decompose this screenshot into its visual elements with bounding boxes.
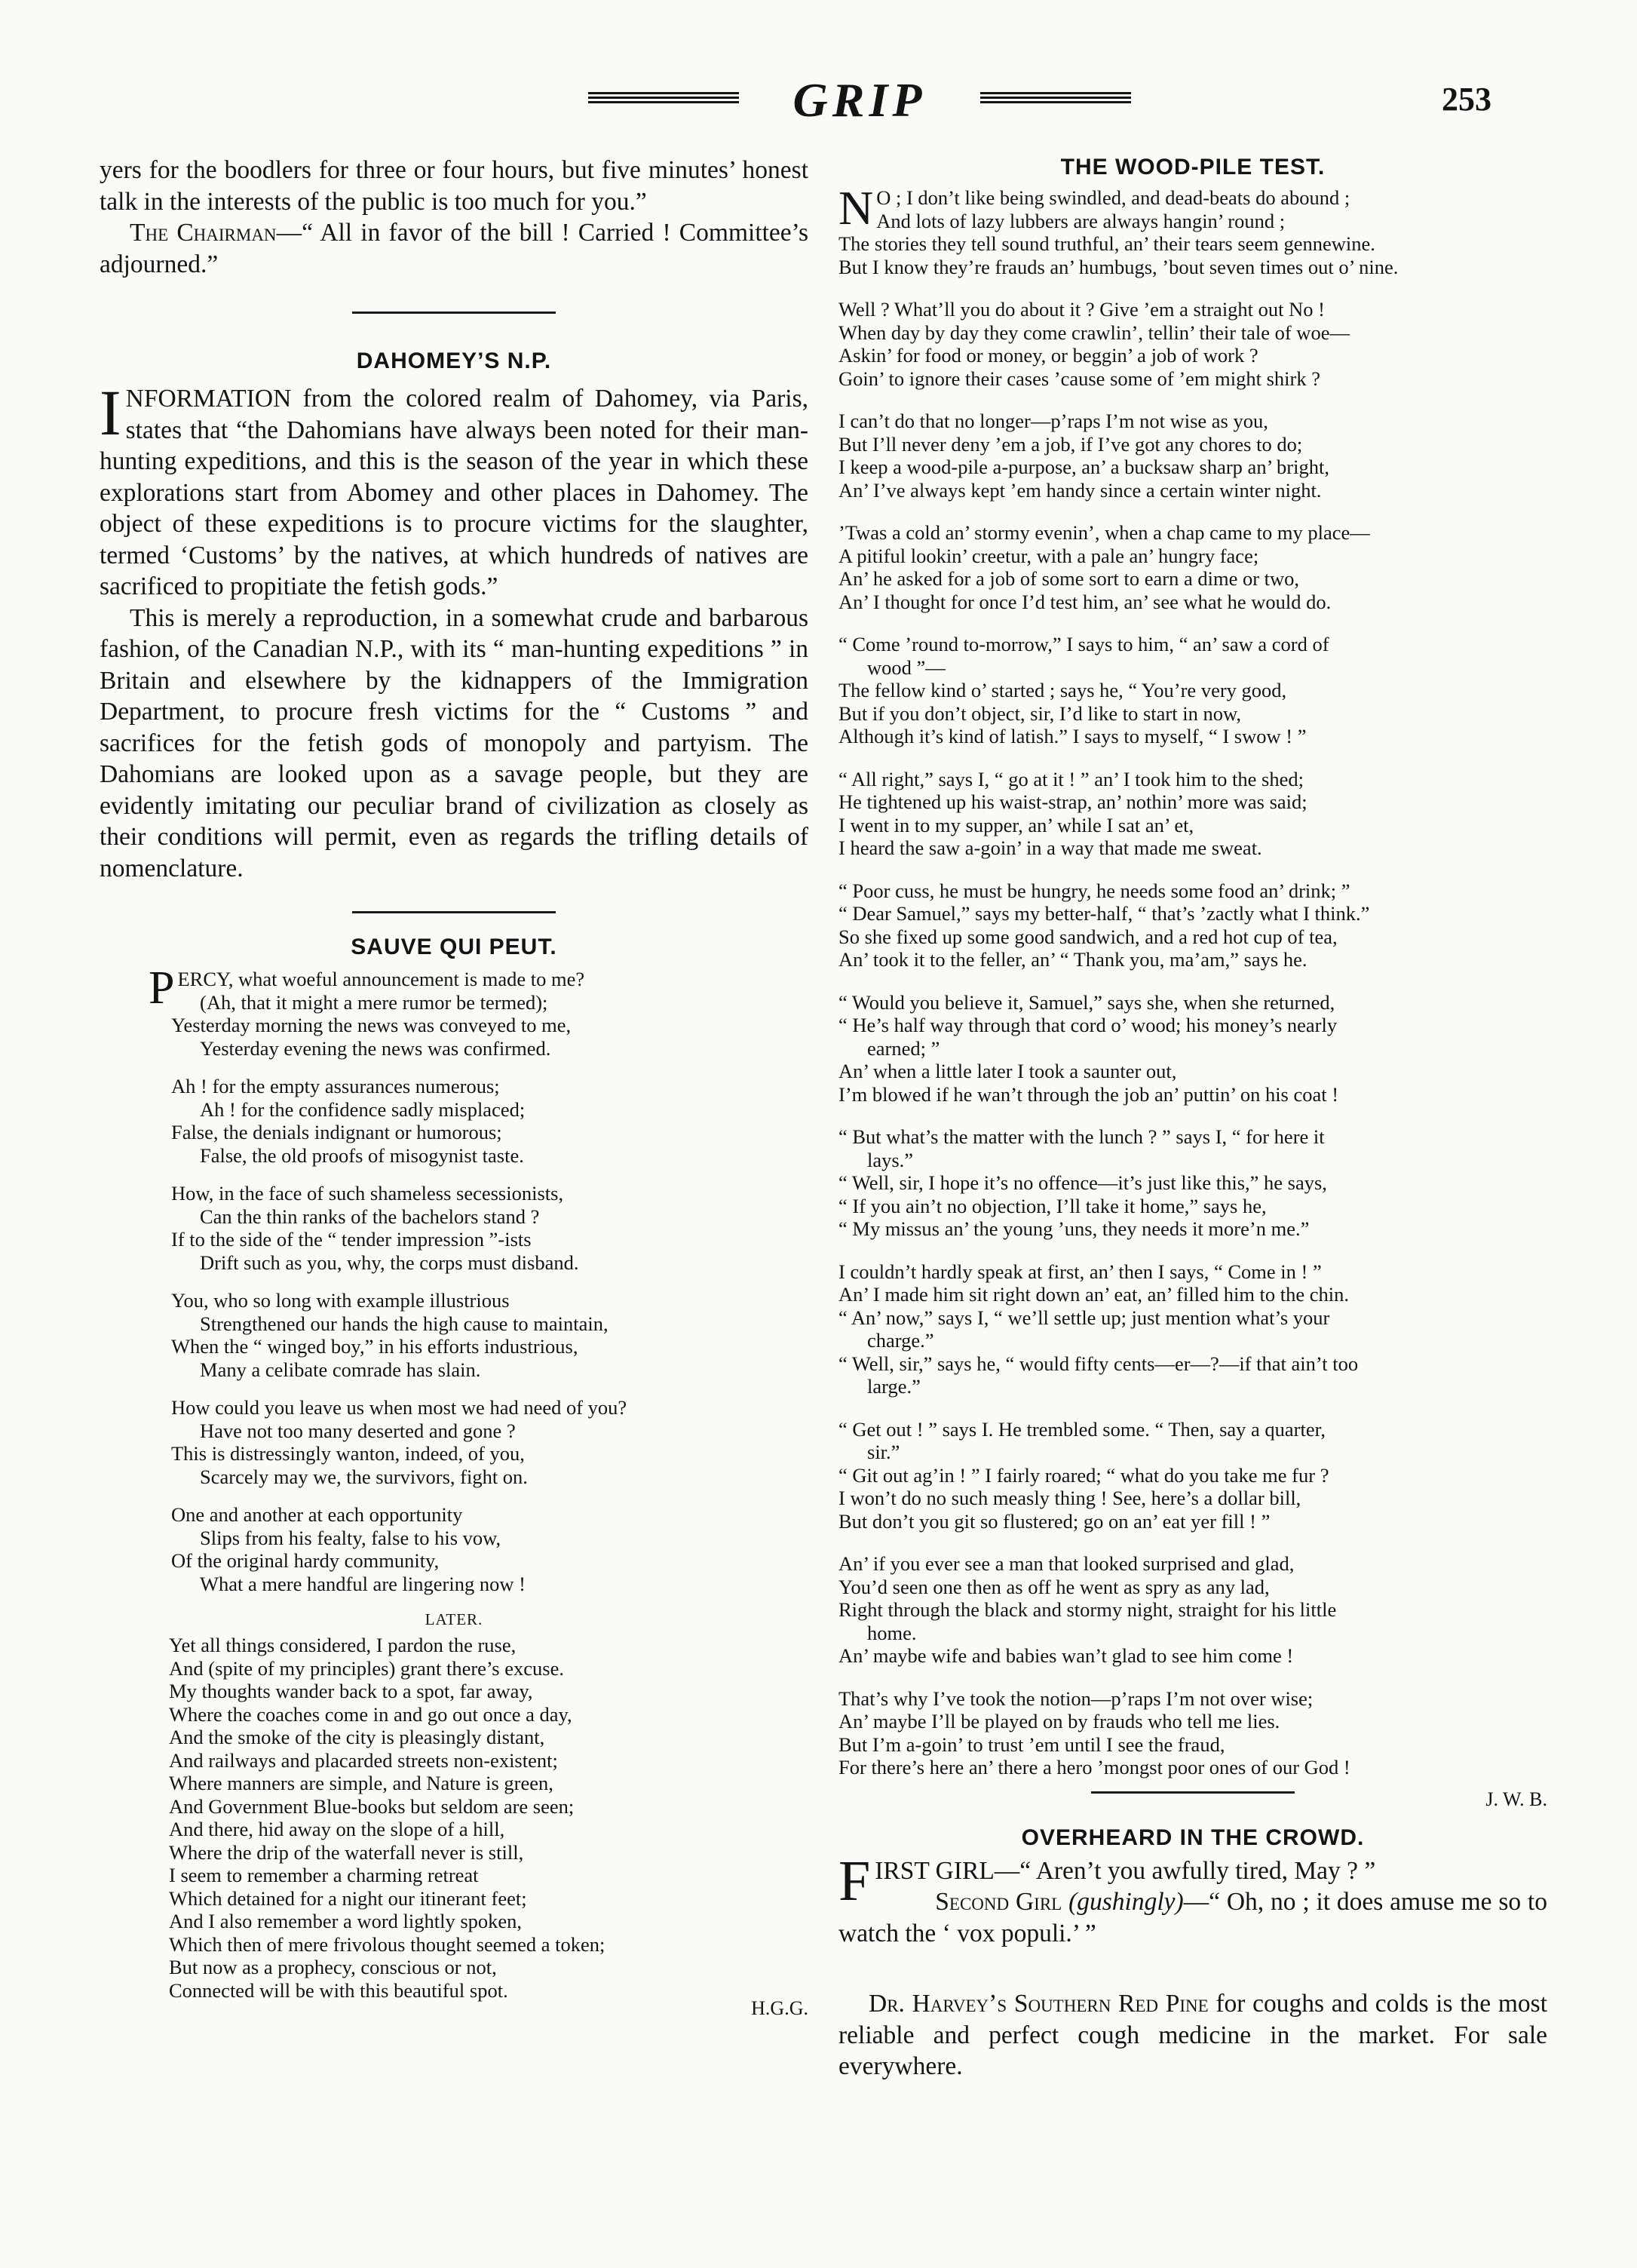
poem-stanza bbox=[838, 633, 1547, 748]
poem-line: Which detained for a night our itinerant feet; bbox=[169, 1886, 527, 1910]
poem-line: I can’t do that no longer—p’raps I’m not wise as you, bbox=[838, 410, 1268, 432]
poem-line: home. bbox=[867, 1621, 917, 1644]
poem-line: Although it’s kind of latish.” I says to myself, “ I swow ! ” bbox=[838, 725, 1307, 747]
poem-line: sir.” bbox=[867, 1441, 900, 1463]
poem-line: If to the side of the “ tender impression ”-ists bbox=[171, 1228, 532, 1251]
poem-line: I keep a wood-pile a-purpose, an’ a bucksaw sharp an’ bright, bbox=[838, 456, 1329, 478]
poem-line: Where the coaches come in and go out once a day, bbox=[169, 1702, 572, 1726]
advertisement-text: Dr. Harvey’s Southern Red Pine for coughs and colds is the most reliable and perfect cough medicine in the market. For sale everywhere. bbox=[838, 1990, 1547, 2080]
dahomey-paragraph-2: This is merely a reproduction, in a somewhat crude and barbarous fashion, of the Canadian N.P., with its “ man-hunting expeditions ” in Britain and elsewhere by the kidnappers of the Immigration Department, to procure fresh victims for the “ Customs ” and sacrifices for the fetish gods of monopoly and partyism. The Dahomians are looked upon as a savage people, but they are evidently imitating our peculiar brand of civilization as closely as their conditions will permit, even as regards the trifling details of nomenclature. bbox=[100, 603, 808, 882]
ad-product-name: Dr. Harvey’s Southern Red Pine bbox=[869, 1990, 1209, 2018]
poem-line: (Ah, that it might a mere rumor be termed); bbox=[200, 990, 548, 1014]
poem-line: Which then of mere frivolous thought seemed a token; bbox=[169, 1932, 605, 1956]
poem-stanza bbox=[838, 1552, 1547, 1668]
poem-line: Where the drip of the waterfall never is still, bbox=[169, 1840, 524, 1864]
poem-line: Of the original hardy community, bbox=[171, 1549, 440, 1572]
poem-line: That’s why I’ve took the notion—p’raps I’m not over wise; bbox=[838, 1686, 1314, 1710]
poem-line: And railways and placarded streets non-existent; bbox=[169, 1748, 558, 1772]
article-overheard bbox=[838, 1849, 1548, 1950]
poem-line: I won’t do no such measly thing ! See, here’s a dollar bill, bbox=[838, 1487, 1301, 1509]
article-heading-sauve: SAUVE QUI PEUT. bbox=[351, 935, 557, 959]
poem-line: “ My missus an’ the young ’uns, they needs it more’n me.” bbox=[838, 1217, 1310, 1240]
poem-line: “ But what’s the matter with the lunch ? ” says I, “ for here it bbox=[838, 1125, 1325, 1148]
poem-remaining-stanzas bbox=[838, 298, 1547, 1779]
poem-line: When day by day they come crawlin’, tellin’ their tale of woe— bbox=[838, 321, 1350, 344]
poem-stanza bbox=[171, 1075, 808, 1167]
right-column bbox=[838, 155, 1547, 2082]
dropcap-letter: P bbox=[149, 962, 175, 1014]
poem-line: He tightened up his waist-strap, an’ nothin’ more was said; bbox=[838, 790, 1307, 813]
poem-stanza bbox=[838, 879, 1547, 971]
poem-line: I’m blowed if he wan’t through the job an’ puttin’ on his coat ! bbox=[838, 1082, 1339, 1106]
poem-sauve-qui-peut bbox=[100, 962, 808, 1595]
poem-line: The stories they tell sound truthful, an’ their tears seem gennewine. bbox=[838, 232, 1375, 255]
poem-line: But I’m a-goin’ to trust ’em until I see the fraud, bbox=[838, 1732, 1225, 1756]
poem-line: When the “ winged boy,” in his efforts industrious, bbox=[171, 1335, 578, 1358]
poem-signature: H.G.G. bbox=[751, 1997, 808, 2019]
advertisement bbox=[838, 1988, 1547, 2082]
poem-line: Strengthened our hands the high cause to maintain, bbox=[200, 1312, 609, 1335]
article-heading-woodpile: THE WOOD-PILE TEST. bbox=[1060, 155, 1326, 180]
carryover-article bbox=[100, 155, 808, 280]
dropcap-letter: I bbox=[100, 376, 121, 449]
poem-line: “ Well, sir, I hope it’s no offence—it’s just like this,” he says, bbox=[838, 1171, 1327, 1194]
poem-line: ’Twas a cold an’ stormy evenin’, when a chap came to my place— bbox=[838, 521, 1370, 544]
chairman-remark: The Chairman—“ All in favor of the bill ! Carried ! Committee’s adjourned.” bbox=[100, 219, 809, 278]
poem-line: How, in the face of such shameless secessionists, bbox=[171, 1182, 564, 1205]
poem-stanza bbox=[838, 991, 1547, 1106]
poem-line: “ Dear Samuel,” says my better-half, “ that’s ’zactly what I think.” bbox=[838, 902, 1370, 925]
poem-line: large.” bbox=[867, 1375, 921, 1398]
poem-line: And the smoke of the city is pleasingly distant, bbox=[169, 1726, 545, 1748]
poem-line: The fellow kind o’ started ; says he, “ You’re very good, bbox=[838, 679, 1287, 701]
poem-line: “ Get out ! ” says I. He trembled some. “ Then, say a quarter, bbox=[838, 1417, 1326, 1441]
poem-stanza bbox=[838, 521, 1547, 613]
poem-stanza bbox=[838, 410, 1547, 502]
left-column bbox=[100, 155, 808, 2020]
poem-line: Ah ! for the empty assurances numerous; bbox=[171, 1075, 500, 1097]
dahomey-paragraph-1: INFORMATION from the colored realm of Dahomey, via Paris, states that “the Dahomians have always been noted for their man-hunting expeditions, and this is the season of the year in which these explorations start from Abomey and other places in Dahomey. The object of these expeditions is to procure victims for the slaughter, termed ‘Customs’ by the natives, at which hundreds of natives are sacrificed to propitiate the fetish gods.” bbox=[100, 376, 808, 600]
poem-stanza bbox=[171, 1396, 808, 1488]
poem-line: charge.” bbox=[867, 1329, 934, 1352]
poem-line: An’ maybe wife and babies wan’t glad to see him come ! bbox=[838, 1644, 1294, 1667]
poem-line: N O ; I don’t like being swindled, and dead-beats do abound ; bbox=[838, 181, 1350, 235]
poem-stanza bbox=[171, 1289, 808, 1381]
dropcap-letter: N bbox=[838, 181, 874, 235]
poem-line: Scarcely may we, the survivors, fight on. bbox=[200, 1465, 528, 1488]
poem-line: But don’t you git so flustered; go on an’ eat yer fill ! ” bbox=[838, 1509, 1271, 1533]
poem-line: But if you don’t object, sir, I’d like to start in now, bbox=[838, 701, 1242, 725]
poem-line: One and another at each opportunity bbox=[171, 1503, 463, 1526]
poem-line: An’ I’ve always kept ’em handy since a certain winter night. bbox=[838, 478, 1322, 502]
poem-stanza bbox=[838, 298, 1547, 390]
poem-line: Yesterday morning the news was conveyed to me, bbox=[171, 1014, 572, 1036]
poem-line: PERCY, what woeful announcement is made to me? bbox=[149, 962, 585, 1014]
poem-line: earned; ” bbox=[867, 1036, 940, 1060]
poem-stanza bbox=[838, 768, 1547, 860]
poem-line: An’ I made him sit right down an’ eat, an’ filled him to the chin. bbox=[838, 1283, 1350, 1306]
poem-stanza bbox=[171, 1503, 808, 1595]
poem-line: Askin’ for food or money, or beggin’ a job of work ? bbox=[838, 344, 1258, 367]
poem-stanza bbox=[838, 181, 1547, 278]
poem-line: Drift such as you, why, the corps must disband. bbox=[200, 1251, 579, 1274]
poem-later-section bbox=[100, 1634, 808, 2002]
poem-stanza bbox=[838, 1418, 1547, 1533]
poem-line: Right through the black and stormy night, straight for his little bbox=[838, 1598, 1337, 1621]
masthead-rule-right bbox=[980, 92, 1131, 107]
article-heading-dahomey: DAHOMEY’S N.P. bbox=[356, 348, 552, 373]
poem-line: Ah ! for the confidence sadly misplaced; bbox=[200, 1097, 526, 1121]
article-dahomey bbox=[100, 376, 808, 884]
poem-line: This is distressingly wanton, indeed, of you, bbox=[171, 1442, 525, 1465]
poem-line: But I know they’re frauds an’ humbugs, ’bout seven times out o’ nine. bbox=[838, 255, 1399, 278]
masthead-rule-left bbox=[588, 92, 739, 107]
poem-line: Slips from his fealty, false to his vow, bbox=[200, 1526, 501, 1549]
poem-line: “ He’s half way through that cord o’ wood; his money’s nearly bbox=[838, 1014, 1338, 1036]
poem-line: Where manners are simple, and Nature is green, bbox=[169, 1772, 553, 1794]
poem-line: “ Poor cuss, he must be hungry, he needs some food an’ drink; ” bbox=[838, 879, 1350, 902]
poem-line: And I also remember a word lightly spoken, bbox=[169, 1910, 523, 1932]
overheard-second-girl: Second Girl (gushingly)—“ Oh, no ; it does amuse me so to watch the ‘ vox populi.’ ” bbox=[838, 1888, 1548, 1947]
dropcap-letter: F bbox=[838, 1849, 871, 1913]
poem-line: “ An’ now,” says I, “ we’ll settle up; just mention what’s your bbox=[838, 1306, 1330, 1329]
poem-line: “ Well, sir,” says he, “ would fifty cents—er—?—if that ain’t too bbox=[838, 1352, 1359, 1375]
poem-line: But now as a prophecy, conscious or not, bbox=[169, 1956, 497, 1978]
poem-line: What a mere handful are lingering now ! bbox=[200, 1572, 526, 1595]
poem-line: “ Git out ag’in ! ” I fairly roared; “ what do you take me fur ? bbox=[838, 1463, 1329, 1487]
poem-line: And there, hid away on the slope of a hill, bbox=[169, 1818, 505, 1840]
poem-stanza bbox=[171, 1182, 808, 1274]
poem-line: Can the thin ranks of the bachelors stand ? bbox=[200, 1205, 540, 1228]
poem-stanza bbox=[838, 1125, 1547, 1241]
poem-line: For there’s here an’ there a hero ’mongst poor ones of our God ! bbox=[838, 1756, 1350, 1778]
poem-line: An’ if you ever see a man that looked surprised and glad, bbox=[838, 1552, 1295, 1575]
poem-line: Have not too many deserted and gone ? bbox=[200, 1419, 516, 1442]
masthead-title: GRIP bbox=[792, 73, 927, 127]
article-heading-overheard: OVERHEARD IN THE CROWD. bbox=[1021, 1825, 1365, 1850]
poem-line: I went in to my supper, an’ while I sat an’ et, bbox=[838, 813, 1194, 836]
poem-line: wood ”— bbox=[867, 655, 946, 679]
poem-line: You, who so long with example illustrious bbox=[171, 1289, 510, 1312]
poem-line: But I’ll never deny ’em a job, if I’ve got any chores to do; bbox=[838, 432, 1303, 456]
poem-line: False, the denials indignant or humorous; bbox=[171, 1121, 502, 1143]
poem-line: Connected will be with this beautiful spot. bbox=[169, 1978, 508, 2002]
poem-line: An’ when a little later I took a saunter out, bbox=[838, 1060, 1177, 1082]
poem-line: lays.” bbox=[867, 1148, 914, 1171]
poem-line: Goin’ to ignore their cases ’cause some of ’em might shirk ? bbox=[838, 367, 1321, 390]
chairman-label: The Chairman bbox=[130, 219, 277, 247]
poem-line: “ If you ain’t no objection, I’ll take it home,” says he, bbox=[838, 1194, 1267, 1217]
poem-stanza bbox=[838, 1687, 1547, 1779]
poem-line: “ Come ’round to-morrow,” I says to him, “ an’ saw a cord of bbox=[838, 633, 1329, 655]
poem-line: An’ took it to the feller, an’ “ Thank you, ma’am,” says he. bbox=[838, 948, 1307, 971]
poem-line: I seem to remember a charming retreat bbox=[169, 1864, 479, 1886]
poem-line: “ Would you believe it, Samuel,” says she, when she returned, bbox=[838, 990, 1335, 1014]
page-number: 253 bbox=[1442, 81, 1491, 118]
poem-line: You’d seen one then as off he went as spry as any lad, bbox=[838, 1575, 1270, 1598]
masthead bbox=[588, 72, 1131, 125]
poem-line: And Government Blue-books but seldom are seen; bbox=[169, 1794, 575, 1818]
poem-line: A pitiful lookin’ creetur, with a pale an’ hungry face; bbox=[838, 544, 1259, 567]
poem-line: An’ he asked for a job of some sort to earn a dime or two, bbox=[838, 567, 1300, 590]
poem-line: Well ? What’ll you do about it ? Give ’em a straight out No ! bbox=[838, 298, 1325, 321]
poem-line: And lots of lazy lubbers are always hangin’ round ; bbox=[876, 209, 1286, 232]
overheard-first-girl: FIRST GIRL—“ Aren’t you awfully tired, May ? ” bbox=[838, 1849, 1376, 1913]
poem-line: I heard the saw a-goin’ in a way that made me sweat. bbox=[838, 836, 1262, 859]
poem-stanza bbox=[838, 1260, 1547, 1398]
poem-line: An’ I thought for once I’d test him, an’ see what he would do. bbox=[838, 590, 1332, 613]
poem-line: Yet all things considered, I pardon the ruse, bbox=[169, 1634, 517, 1656]
carryover-text: yers for the boodlers for three or four hours, but five minutes’ honest talk in the interests of the public is too much for you.” bbox=[100, 156, 809, 216]
later-subheading: LATER. bbox=[425, 1610, 483, 1628]
poem-stanza bbox=[149, 962, 808, 1060]
poem-line: How could you leave us when most we had need of you? bbox=[171, 1396, 627, 1419]
poem-wood-pile-test bbox=[838, 181, 1547, 1779]
poem-line: “ All right,” says I, “ go at it ! ” an’ I took him to the shed; bbox=[838, 767, 1304, 790]
poem-line: Many a celibate comrade has slain. bbox=[200, 1358, 481, 1381]
poem-signature: J. W. B. bbox=[1485, 1788, 1547, 1810]
poem-line: And (spite of my principles) grant there’s excuse. bbox=[169, 1656, 564, 1680]
poem-line: False, the old proofs of misogynist taste. bbox=[200, 1143, 524, 1167]
poem-line: So she fixed up some good sandwich, and a red hot cup of tea, bbox=[838, 925, 1338, 948]
poem-line: Yesterday evening the news was confirmed. bbox=[200, 1036, 551, 1060]
poem-line: I couldn’t hardly speak at first, an’ then I says, “ Come in ! ” bbox=[838, 1260, 1322, 1283]
poem-line: My thoughts wander back to a spot, far away, bbox=[169, 1680, 533, 1702]
poem-line: An’ maybe I’ll be played on by frauds who tell me lies. bbox=[838, 1710, 1280, 1732]
